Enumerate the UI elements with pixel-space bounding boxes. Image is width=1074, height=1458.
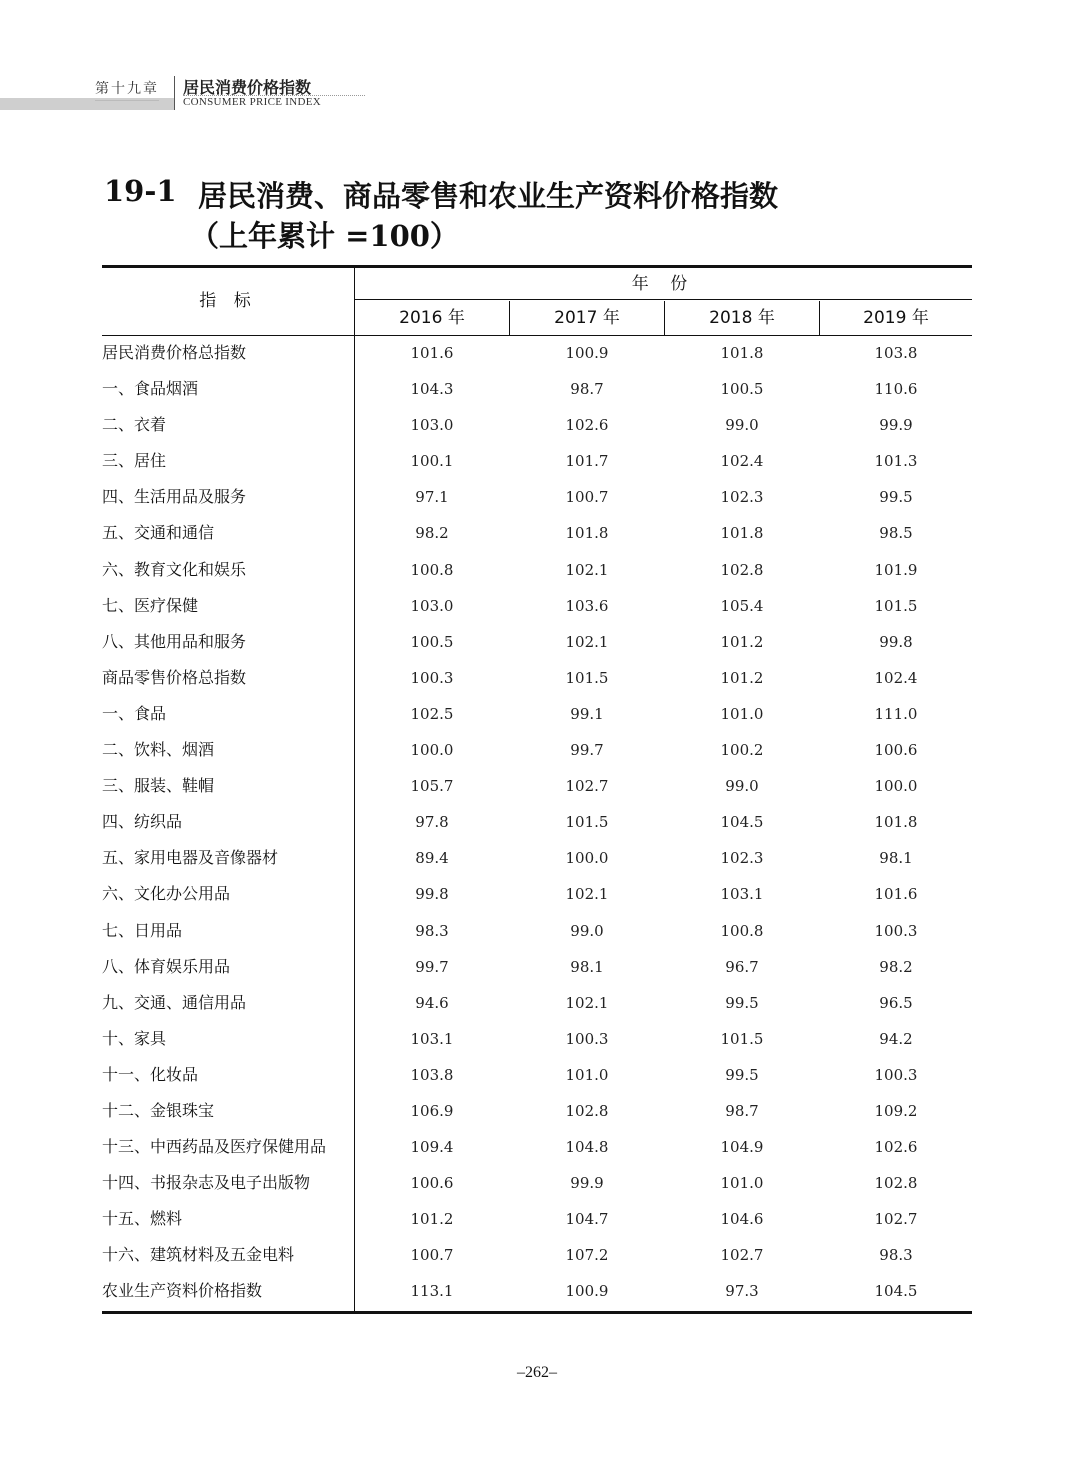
value-cell: 101.2 <box>720 632 764 651</box>
value-cell: 100.3 <box>565 1029 609 1048</box>
value-cell: 98.2 <box>415 524 449 543</box>
value-cell: 100.6 <box>410 1174 454 1193</box>
value-cell: 100.5 <box>410 632 454 651</box>
value-cell: 100.2 <box>720 741 764 760</box>
row-label: 四、纺织品 <box>102 812 183 832</box>
value-cell: 99.8 <box>415 885 449 904</box>
value-cell: 113.1 <box>410 1282 454 1301</box>
value-cell: 100.1 <box>410 452 454 471</box>
value-cell: 103.8 <box>874 344 918 362</box>
table-row <box>102 840 972 876</box>
value-cell: 101.8 <box>565 524 609 543</box>
value-cell: 104.3 <box>410 380 454 399</box>
value-cell: 104.5 <box>874 1282 918 1301</box>
page-number: –262– <box>517 1364 557 1381</box>
value-cell: 109.4 <box>410 1138 454 1157</box>
value-cell: 99.9 <box>879 416 913 435</box>
row-label: 六、教育文化和娱乐 <box>102 559 247 579</box>
value-cell: 98.7 <box>725 1101 759 1120</box>
value-cell: 101.9 <box>874 560 918 579</box>
value-cell: 100.0 <box>565 849 609 868</box>
header-divider <box>174 76 175 110</box>
value-cell: 105.7 <box>410 777 454 796</box>
column-header-2018: 2018 年 <box>709 308 775 328</box>
row-label: 十二、金银珠宝 <box>102 1100 215 1120</box>
year-header-rule <box>355 299 972 300</box>
row-label: 一、食品烟酒 <box>102 379 199 399</box>
value-cell: 102.4 <box>720 452 764 471</box>
table-row <box>102 876 972 912</box>
value-cell: 101.0 <box>720 1174 764 1193</box>
value-cell: 102.3 <box>720 849 764 868</box>
table-row <box>102 1129 972 1165</box>
value-cell: 109.2 <box>874 1101 918 1120</box>
value-cell: 100.8 <box>720 921 764 940</box>
value-cell: 102.1 <box>565 632 609 651</box>
value-cell: 102.7 <box>565 777 609 796</box>
table-row <box>102 443 972 479</box>
value-cell: 102.8 <box>874 1174 918 1193</box>
value-cell: 103.0 <box>410 596 454 615</box>
column-header-2016: 2016 年 <box>399 308 465 328</box>
value-cell: 99.5 <box>725 1065 759 1084</box>
value-cell: 107.2 <box>565 1246 609 1265</box>
header-title-en: CONSUMER PRICE INDEX <box>183 96 322 108</box>
value-cell: 103.8 <box>410 1065 454 1084</box>
value-cell: 100.3 <box>874 1065 918 1084</box>
table-row <box>102 1021 972 1057</box>
value-cell: 100.0 <box>410 741 454 760</box>
column-header-2017: 2017 年 <box>554 308 620 328</box>
table-number: 19-1 <box>104 174 177 208</box>
row-label: 六、文化办公用品 <box>102 884 231 904</box>
year-header: 年 份 <box>631 274 696 294</box>
row-label: 二、衣着 <box>102 415 167 435</box>
value-cell: 96.7 <box>725 957 759 976</box>
value-cell: 99.0 <box>725 416 759 435</box>
table-row <box>102 552 972 588</box>
row-label: 五、家用电器及音像器材 <box>102 848 279 868</box>
table-row <box>102 949 972 985</box>
row-label: 四、生活用品及服务 <box>102 487 247 507</box>
value-cell: 103.0 <box>410 416 454 435</box>
indicator-header: 指 标 <box>199 291 257 311</box>
value-cell: 110.6 <box>874 380 918 399</box>
value-cell: 101.7 <box>565 452 609 471</box>
value-cell: 100.7 <box>565 488 609 507</box>
row-label: 居民消费价格总指数 <box>102 343 247 362</box>
value-cell: 102.8 <box>565 1101 609 1120</box>
value-cell: 111.0 <box>874 704 918 723</box>
table-row <box>102 1237 972 1273</box>
value-cell: 101.0 <box>720 704 764 723</box>
value-cell: 102.7 <box>874 1210 918 1229</box>
row-label: 七、日用品 <box>102 920 183 940</box>
value-cell: 89.4 <box>415 849 449 868</box>
table-row <box>102 1165 972 1201</box>
table-row <box>102 335 972 371</box>
row-label: 五、交通和通信 <box>102 523 215 543</box>
value-cell: 101.8 <box>720 524 764 543</box>
row-label: 农业生产资料价格指数 <box>102 1281 263 1301</box>
value-cell: 94.2 <box>879 1029 913 1048</box>
table-row <box>102 696 972 732</box>
value-cell: 104.7 <box>565 1210 609 1229</box>
table-body <box>102 335 972 1310</box>
value-cell: 98.7 <box>570 380 604 399</box>
row-label: 十、家具 <box>102 1028 167 1048</box>
table-bottom-rule <box>102 1311 972 1314</box>
table-row <box>102 660 972 696</box>
value-cell: 99.0 <box>570 921 604 940</box>
value-cell: 101.8 <box>720 344 764 362</box>
value-cell: 99.7 <box>415 957 449 976</box>
value-cell: 97.3 <box>725 1282 759 1301</box>
row-label: 商品零售价格总指数 <box>102 667 247 687</box>
value-cell: 101.5 <box>565 668 609 687</box>
value-cell: 99.9 <box>570 1174 604 1193</box>
row-label: 九、交通、通信用品 <box>102 992 247 1012</box>
value-cell: 102.4 <box>874 668 918 687</box>
header-title-cn: 居民消费价格指数 <box>183 78 312 97</box>
value-cell: 99.8 <box>879 632 913 651</box>
value-cell: 103.1 <box>720 885 764 904</box>
value-cell: 97.1 <box>415 488 449 507</box>
table-row <box>102 588 972 624</box>
table-row <box>102 985 972 1021</box>
row-label: 一、食品 <box>102 703 167 723</box>
value-cell: 100.7 <box>410 1246 454 1265</box>
value-cell: 100.0 <box>874 777 918 796</box>
table-row <box>102 732 972 768</box>
value-cell: 101.5 <box>720 1029 764 1048</box>
value-cell: 99.1 <box>570 704 604 723</box>
row-label: 三、服装、鞋帽 <box>102 776 215 796</box>
value-cell: 101.6 <box>410 344 454 362</box>
value-cell: 96.5 <box>879 993 913 1012</box>
row-label: 七、医疗保健 <box>102 595 199 615</box>
value-cell: 101.3 <box>874 452 918 471</box>
value-cell: 100.5 <box>720 380 764 399</box>
row-label: 二、饮料、烟酒 <box>102 740 215 760</box>
value-cell: 98.5 <box>879 524 913 543</box>
value-cell: 102.1 <box>565 993 609 1012</box>
value-cell: 100.8 <box>410 560 454 579</box>
value-cell: 98.1 <box>570 957 604 976</box>
value-cell: 94.6 <box>415 993 449 1012</box>
value-cell: 101.0 <box>565 1065 609 1084</box>
value-cell: 100.6 <box>874 741 918 760</box>
value-cell: 99.7 <box>570 741 604 760</box>
row-label: 八、其他用品和服务 <box>102 631 247 651</box>
table-row <box>102 768 972 804</box>
value-cell: 101.5 <box>565 813 609 832</box>
table-row <box>102 1201 972 1237</box>
table-row <box>102 913 972 949</box>
value-cell: 101.5 <box>874 596 918 615</box>
value-cell: 100.3 <box>410 668 454 687</box>
value-cell: 99.5 <box>879 488 913 507</box>
table-row <box>102 804 972 840</box>
value-cell: 101.8 <box>874 813 918 832</box>
value-cell: 103.1 <box>410 1029 454 1048</box>
chapter-label: 第十九章 <box>95 78 159 101</box>
value-cell: 105.4 <box>720 596 764 615</box>
value-cell: 101.2 <box>410 1210 454 1229</box>
row-label: 十六、建筑材料及五金电料 <box>102 1245 295 1265</box>
row-label: 三、居住 <box>102 451 167 471</box>
row-label: 十三、中西药品及医疗保健用品 <box>102 1137 327 1157</box>
value-cell: 104.6 <box>720 1210 764 1229</box>
value-cell: 98.2 <box>879 957 913 976</box>
table-row <box>102 1273 972 1309</box>
value-cell: 100.3 <box>874 921 918 940</box>
table-row <box>102 515 972 551</box>
value-cell: 98.1 <box>879 849 913 868</box>
row-label: 十四、书报杂志及电子出版物 <box>102 1173 311 1193</box>
value-cell: 98.3 <box>879 1246 913 1265</box>
value-cell: 102.6 <box>874 1138 918 1157</box>
table-row <box>102 624 972 660</box>
value-cell: 97.8 <box>415 813 449 832</box>
value-cell: 103.6 <box>565 596 609 615</box>
value-cell: 102.7 <box>720 1246 764 1265</box>
table-row <box>102 1057 972 1093</box>
table-row <box>102 407 972 443</box>
value-cell: 98.3 <box>415 921 449 940</box>
value-cell: 102.6 <box>565 416 609 435</box>
value-cell: 104.5 <box>720 813 764 832</box>
value-cell: 100.9 <box>565 1282 609 1301</box>
row-label: 八、体育娱乐用品 <box>102 956 231 976</box>
value-cell: 100.9 <box>565 344 609 362</box>
value-cell: 106.9 <box>410 1101 454 1120</box>
value-cell: 102.8 <box>720 560 764 579</box>
value-cell: 99.5 <box>725 993 759 1012</box>
value-cell: 104.8 <box>565 1138 609 1157</box>
table-title-line2: （上年累计 =100） <box>190 219 459 253</box>
running-header <box>0 72 370 112</box>
row-label: 十一、化妆品 <box>102 1064 199 1084</box>
value-cell: 101.6 <box>874 885 918 904</box>
table-row <box>102 1093 972 1129</box>
value-cell: 102.1 <box>565 560 609 579</box>
table-row <box>102 479 972 515</box>
value-cell: 102.5 <box>410 704 454 723</box>
table-row <box>102 371 972 407</box>
value-cell: 101.2 <box>720 668 764 687</box>
column-header-2019: 2019 年 <box>863 308 929 328</box>
table-title-line1: 居民消费、商品零售和农业生产资料价格指数 <box>198 179 779 213</box>
value-cell: 102.1 <box>565 885 609 904</box>
value-cell: 99.0 <box>725 777 759 796</box>
row-label: 十五、燃料 <box>102 1209 183 1229</box>
value-cell: 104.9 <box>720 1138 764 1157</box>
value-cell: 102.3 <box>720 488 764 507</box>
